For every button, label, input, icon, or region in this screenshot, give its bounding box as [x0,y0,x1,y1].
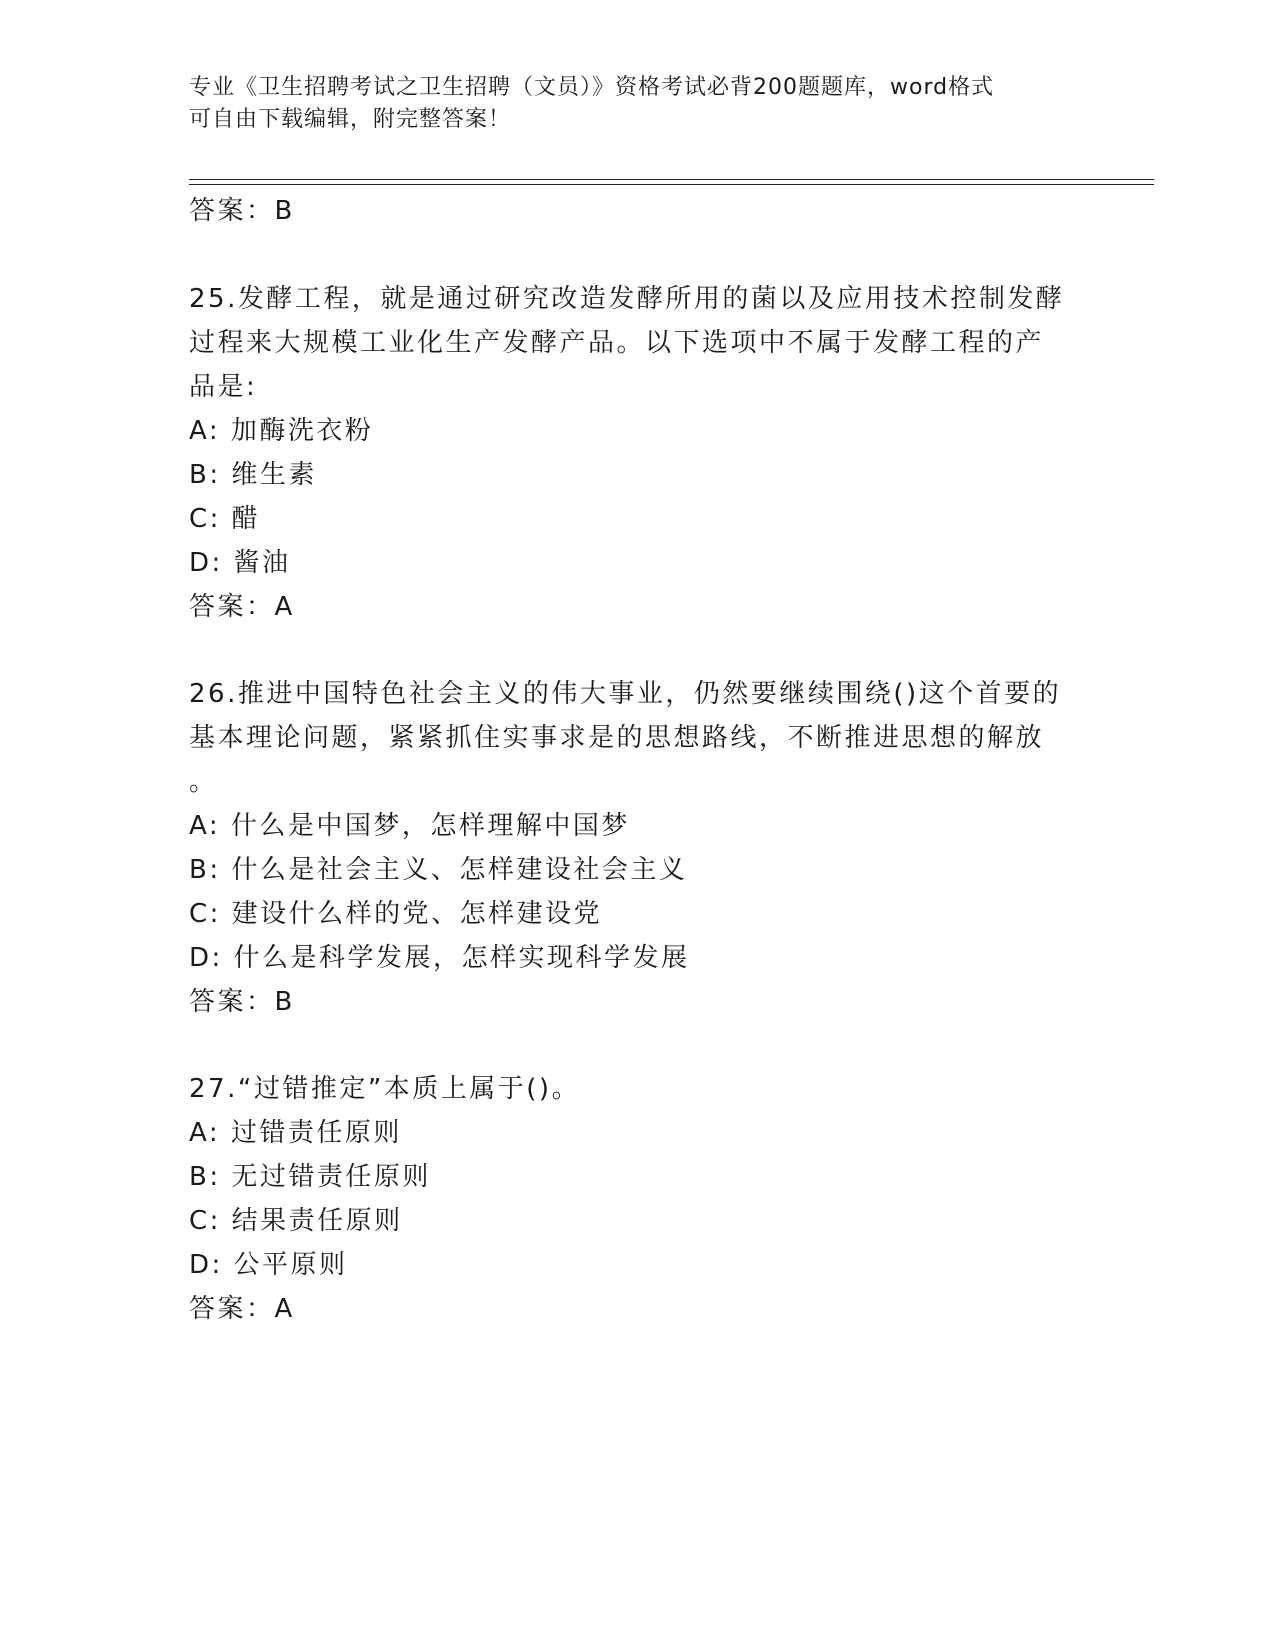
question-stem-line: 品是: [189,372,258,402]
option-b: B: 无过错责任原则 [189,1162,431,1192]
option-a: A: 加酶洗衣粉 [189,416,374,446]
question-stem-line: 26.推进中国特色社会主义的伟大事业，仍然要继续围绕()这个首要的 [189,679,1062,709]
document-header [189,72,1089,136]
option-c: C: 结果责任原则 [189,1206,403,1236]
question-stem-line: 基本理论问题，紧紧抓住实事求是的思想路线，不断推进思想的解放 [189,723,1045,753]
option-b: B: 维生素 [189,460,317,490]
question-stem-line: 25.发酵工程，就是通过研究改造发酵所用的菌以及应用技术控制发酵 [189,284,1065,314]
option-d: D: 什么是科学发展，怎样实现科学发展 [189,943,690,973]
option-b: B: 什么是社会主义、怎样建设社会主义 [189,855,688,885]
header-divider-bottom [189,184,1154,185]
option-c: C: 建设什么样的党、怎样建设党 [189,899,603,929]
question-stem-line: 过程来大规模工业化生产发酵产品。以下选项中不属于发酵工程的产 [189,328,1045,358]
answer-line: 答案：A [189,592,295,622]
option-a: A: 什么是中国梦，怎样理解中国梦 [189,811,630,841]
answer-line: 答案：B [189,987,295,1017]
question-stem-line: 。 [189,767,218,797]
option-d: D: 公平原则 [189,1250,348,1280]
header-line-1: 专业《卫生招聘考试之卫生招聘（文员）》资格考试必背200题题库，word格式 [189,75,995,100]
answer-line: 答案：A [189,1294,295,1324]
answer-line: 答案：B [189,196,295,226]
header-divider-top [189,179,1154,180]
question-stem-line: 27.“过错推定”本质上属于()。 [189,1074,581,1104]
option-c: C: 醋 [189,504,261,534]
header-line-2: 可自由下载编辑，附完整答案！ [189,107,512,132]
option-a: A: 过错责任原则 [189,1118,402,1148]
option-d: D: 酱油 [189,548,291,578]
